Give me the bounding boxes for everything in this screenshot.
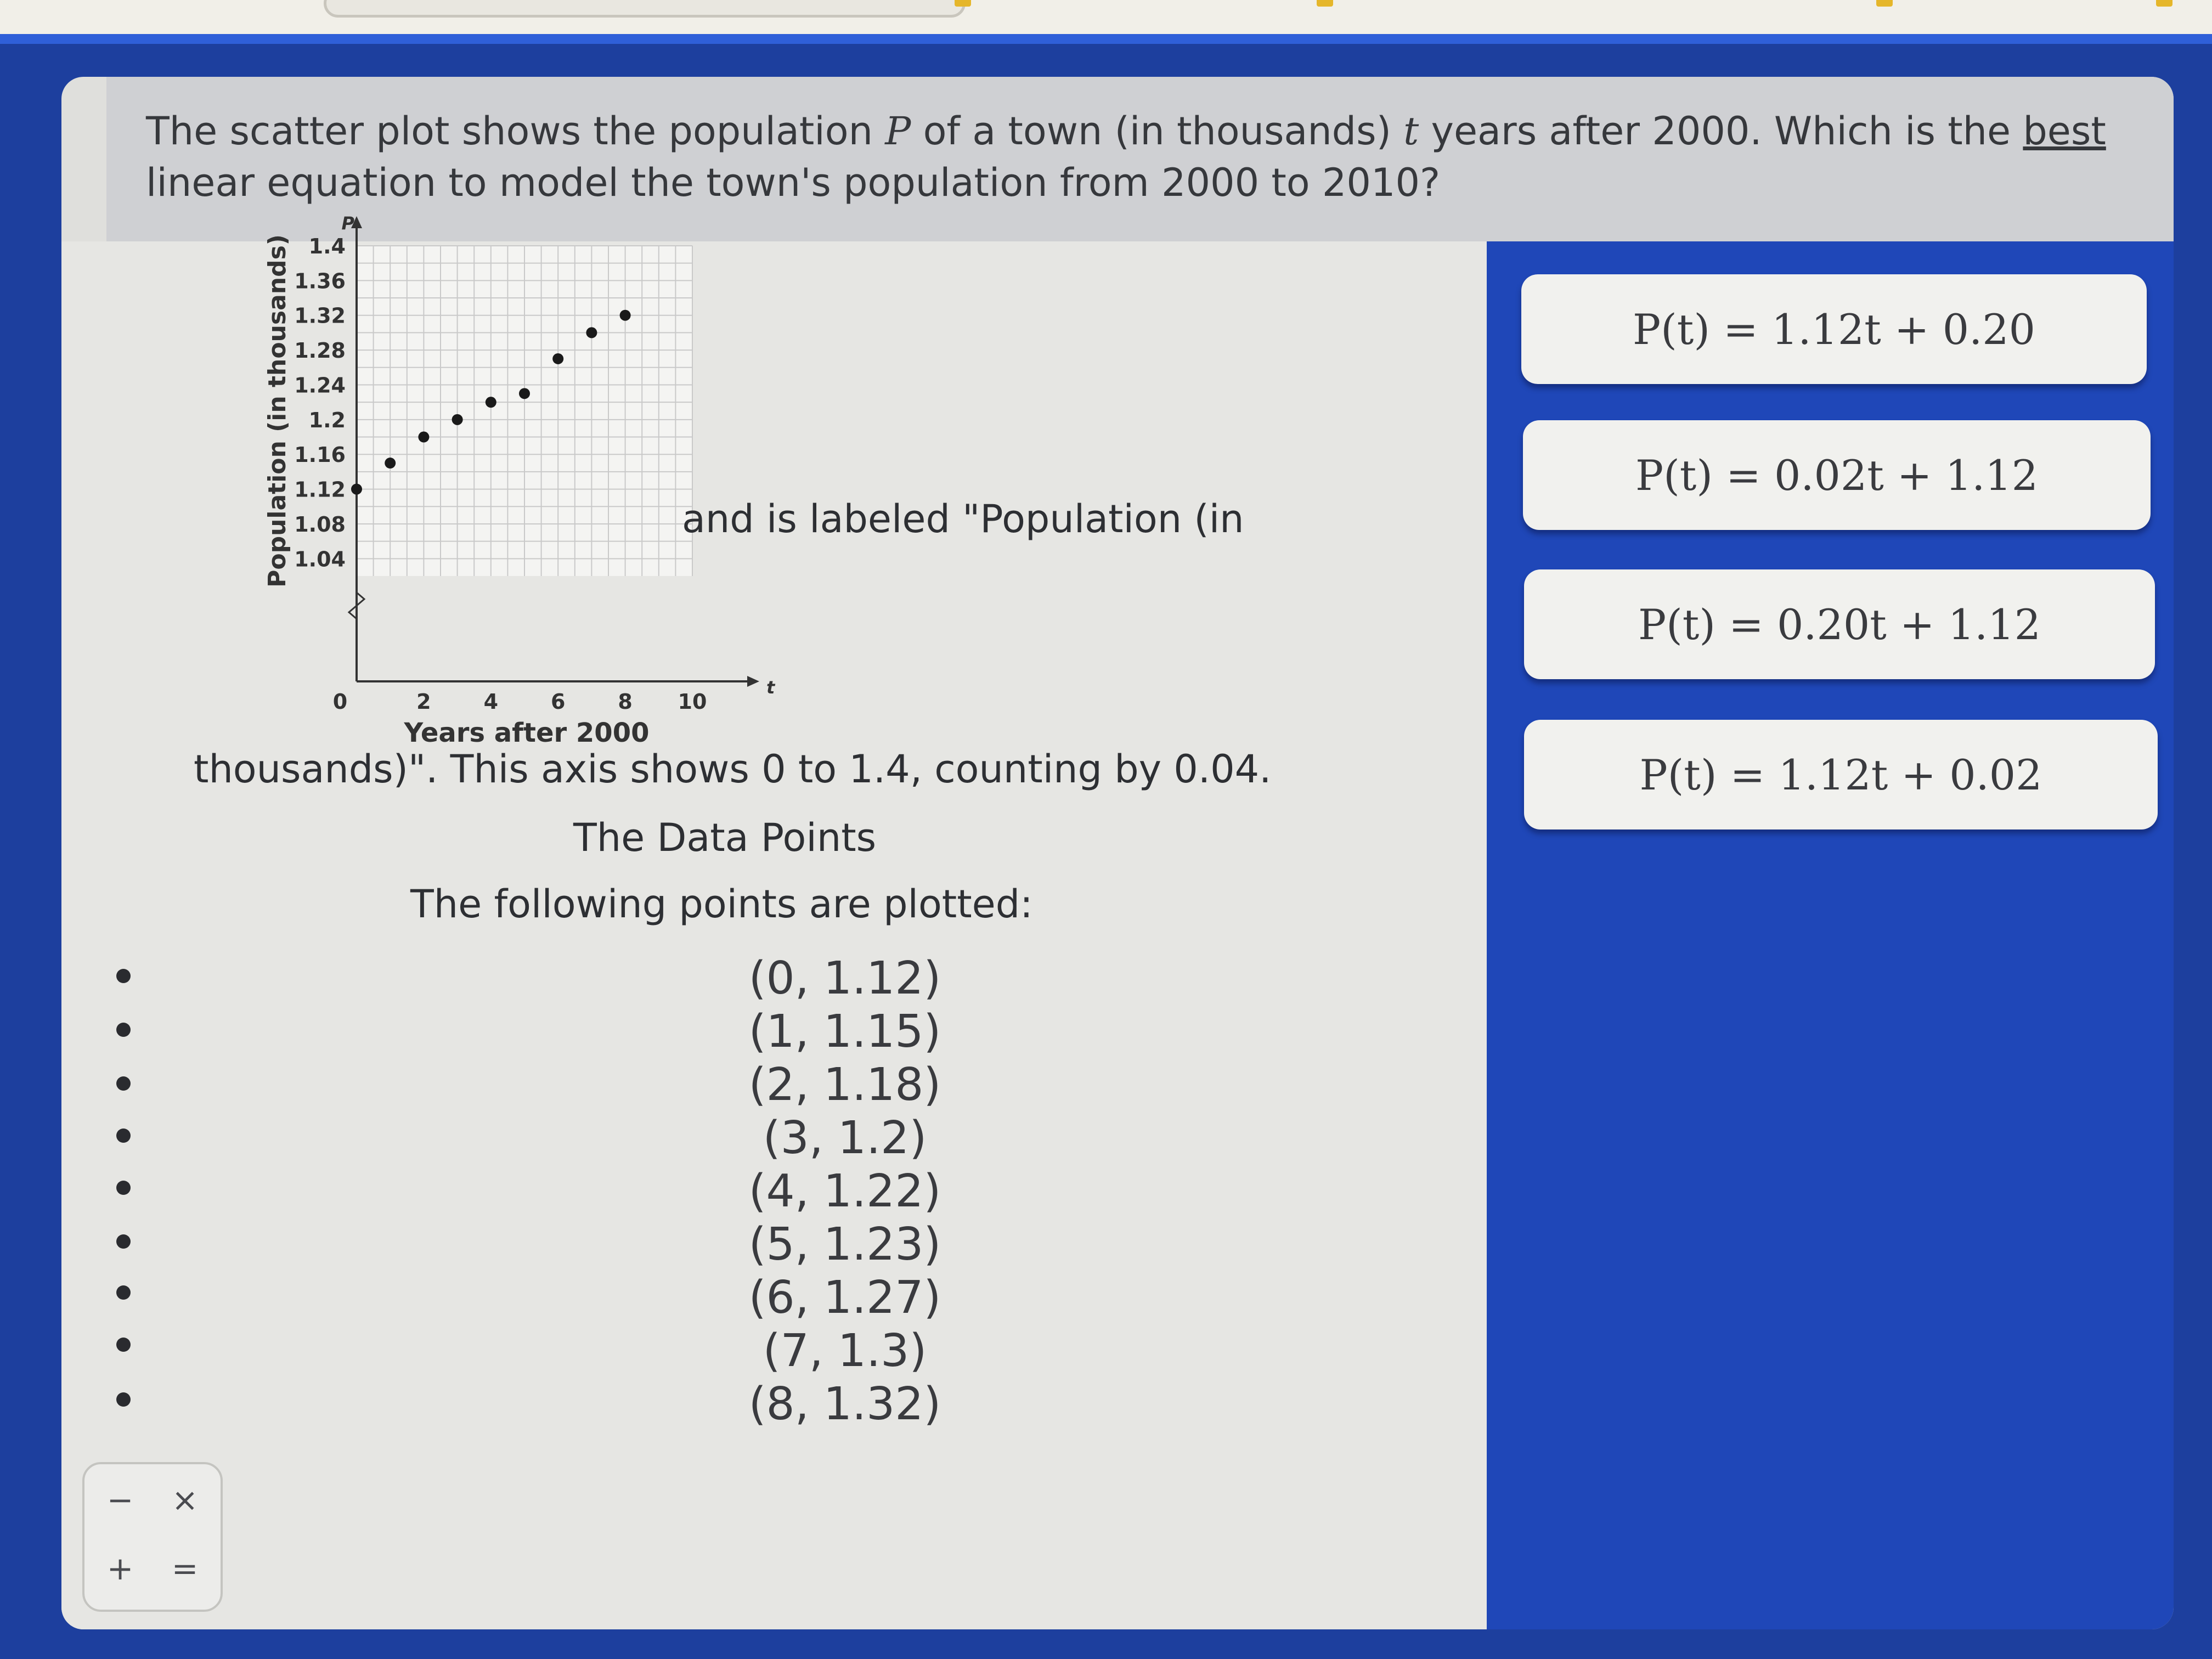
calculator-widget	[82, 1462, 223, 1612]
plus-key[interactable]: +	[106, 1550, 134, 1587]
times-key[interactable]: ×	[171, 1481, 199, 1519]
bookmark-tab[interactable]	[1876, 0, 1893, 7]
list-item: (7, 1.3)	[763, 1325, 927, 1377]
y-tick-label: 1.2	[308, 408, 346, 432]
x-tick-label: 2	[416, 690, 431, 714]
list-bullet	[116, 1234, 131, 1249]
address-field[interactable]	[324, 0, 966, 18]
y-tick-label: 1.4	[308, 234, 346, 258]
data-point	[586, 327, 597, 338]
question-text-3: years after 2000. Which is the	[1419, 109, 2023, 154]
answer-choice-4[interactable]: P(t) = 1.12t + 0.02	[1524, 720, 2158, 830]
y-tick-label: 1.24	[294, 373, 346, 398]
x-tick-label: 8	[618, 690, 633, 714]
list-item: (0, 1.12)	[748, 952, 941, 1005]
list-bullet	[116, 1181, 131, 1195]
y-tick-label: 1.32	[294, 303, 346, 328]
emphasis-best: best	[2023, 109, 2106, 154]
data-point	[519, 388, 530, 399]
data-point	[552, 353, 563, 364]
header-strip	[0, 34, 2212, 44]
data-point	[351, 484, 362, 495]
y-tick-label: 1.28	[294, 338, 346, 363]
data-points-heading: The Data Points	[573, 815, 877, 860]
bookmark-tab[interactable]	[2156, 0, 2172, 7]
x-tick-label: 6	[550, 690, 566, 714]
question-text-1: The scatter plot shows the population	[146, 109, 885, 154]
variable-p: P	[885, 109, 911, 154]
list-bullet	[116, 1338, 131, 1352]
data-point	[418, 432, 429, 443]
data-points-list	[708, 952, 982, 1431]
y-tick-label: 1.08	[294, 512, 346, 537]
list-bullet	[116, 969, 131, 983]
question-text-2: of a town (in thousands)	[911, 109, 1404, 154]
x-axis-letter: t	[766, 677, 775, 698]
bookmark-tab[interactable]	[955, 0, 971, 7]
axis-description-part2: thousands)". This axis shows 0 to 1.4, counting by 0.04.	[194, 747, 1272, 792]
answer-choice-2[interactable]: P(t) = 0.02t + 1.12	[1523, 420, 2151, 530]
y-axis-title: Population (in thousands)	[263, 234, 291, 588]
x-tick-label: 4	[483, 690, 499, 714]
browser-top-bar	[0, 0, 2212, 34]
list-item: (8, 1.32)	[748, 1378, 941, 1430]
data-points-intro: The following points are plotted:	[410, 882, 1033, 927]
list-item: (2, 1.18)	[748, 1059, 941, 1111]
list-item: (6, 1.27)	[748, 1272, 941, 1324]
question-text-4: linear equation to model the town's population from 2000 to 2010?	[146, 160, 1441, 205]
scatter-plot	[241, 214, 812, 752]
data-point	[385, 458, 396, 469]
x-tick-label: 10	[678, 690, 707, 714]
y-tick-label: 1.04	[294, 547, 346, 572]
answer-choice-3[interactable]: P(t) = 0.20t + 1.12	[1524, 569, 2155, 679]
x-tick-label: 0	[332, 690, 348, 714]
list-item: (1, 1.15)	[748, 1006, 941, 1058]
axis-description-part1: and is labeled "Population (in	[682, 496, 1244, 541]
list-bullet	[116, 1076, 131, 1091]
list-item: (4, 1.22)	[748, 1165, 941, 1217]
data-point	[452, 414, 463, 425]
data-point	[486, 397, 496, 408]
y-axis-letter: P	[341, 214, 354, 234]
list-item: (5, 1.23)	[748, 1218, 941, 1271]
variable-t: t	[1403, 109, 1419, 154]
minus-key[interactable]: −	[106, 1481, 134, 1519]
y-tick-label: 1.12	[294, 477, 346, 502]
data-point	[620, 310, 631, 321]
answer-choice-1[interactable]: P(t) = 1.12t + 0.20	[1521, 274, 2147, 384]
list-bullet	[116, 1392, 131, 1407]
y-tick-label: 1.16	[294, 443, 346, 467]
list-item: (3, 1.2)	[763, 1112, 927, 1164]
x-axis-arrow	[747, 676, 759, 687]
equals-key[interactable]: =	[171, 1550, 199, 1587]
list-bullet	[116, 1285, 131, 1300]
bookmark-tab[interactable]	[1317, 0, 1333, 7]
y-tick-label: 1.36	[294, 269, 346, 294]
x-axis-title: Years after 2000	[404, 718, 650, 748]
list-bullet	[116, 1023, 131, 1037]
list-bullet	[116, 1128, 131, 1143]
